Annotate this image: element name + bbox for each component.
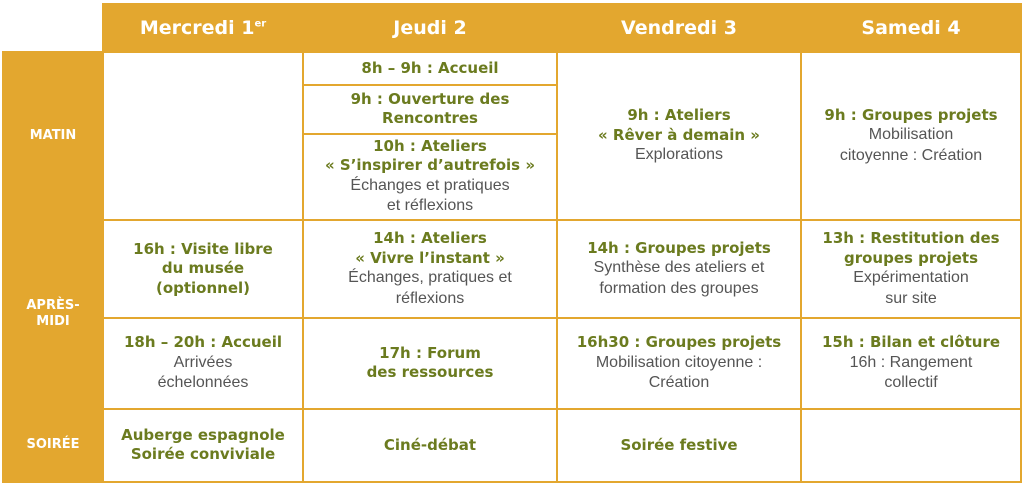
cell-samedi-bilan: 15h : Bilan et clôture 16h : Rangement collectif [801, 318, 1021, 408]
period-apres-midi: APRÈS- MIDI [3, 220, 103, 409]
cell-mercredi-soiree: Auberge espagnole Soirée conviviale [103, 409, 303, 482]
cell-mercredi-visite: 16h : Visite libre du musée (optionnel) [103, 220, 303, 318]
cell-samedi-restitution: 13h : Restitution des groupes projets Expérimentation sur site [801, 220, 1021, 318]
cell-jeudi-forum: 17h : Forum des ressources [303, 318, 557, 408]
cell-vendredi-matin: 9h : Ateliers « Rêver à demain » Explorations [557, 52, 801, 220]
cell-jeudi-soiree: Ciné-débat [303, 409, 557, 482]
day-header-mercredi: Mercredi 1er [103, 4, 303, 52]
day-header-jeudi: Jeudi 2 [303, 4, 557, 52]
day-header-samedi: Samedi 4 [801, 4, 1021, 52]
day-header-vendredi: Vendredi 3 [557, 4, 801, 52]
corner-cell [3, 4, 103, 52]
period-soiree: SOIRÉE [3, 409, 103, 482]
cell-mercredi-accueil: 18h – 20h : Accueil Arrivées échelonnées [103, 318, 303, 408]
cell-mercredi-matin [103, 52, 303, 220]
cell-vendredi-mobilisation: 16h30 : Groupes projets Mobilisation citoyenne : Création [557, 318, 801, 408]
cell-samedi-matin: 9h : Groupes projets Mobilisation citoyenne : Création [801, 52, 1021, 220]
cell-samedi-soiree [801, 409, 1021, 482]
period-matin: MATIN [3, 52, 103, 220]
cell-jeudi-accueil: 8h – 9h : Accueil [303, 52, 557, 85]
schedule-table [2, 3, 1022, 483]
cell-jeudi-ateliers-aprem: 14h : Ateliers « Vivre l’instant » Échanges, pratiques et réflexions [303, 220, 557, 318]
cell-vendredi-soiree: Soirée festive [557, 409, 801, 482]
cell-jeudi-ateliers-matin: 10h : Ateliers « S’inspirer d’autrefois » Échanges et pratiques et réflexions [303, 134, 557, 220]
cell-vendredi-groupes: 14h : Groupes projets Synthèse des ateliers et formation des groupes [557, 220, 801, 318]
cell-jeudi-ouverture: 9h : Ouverture des Rencontres [303, 85, 557, 133]
